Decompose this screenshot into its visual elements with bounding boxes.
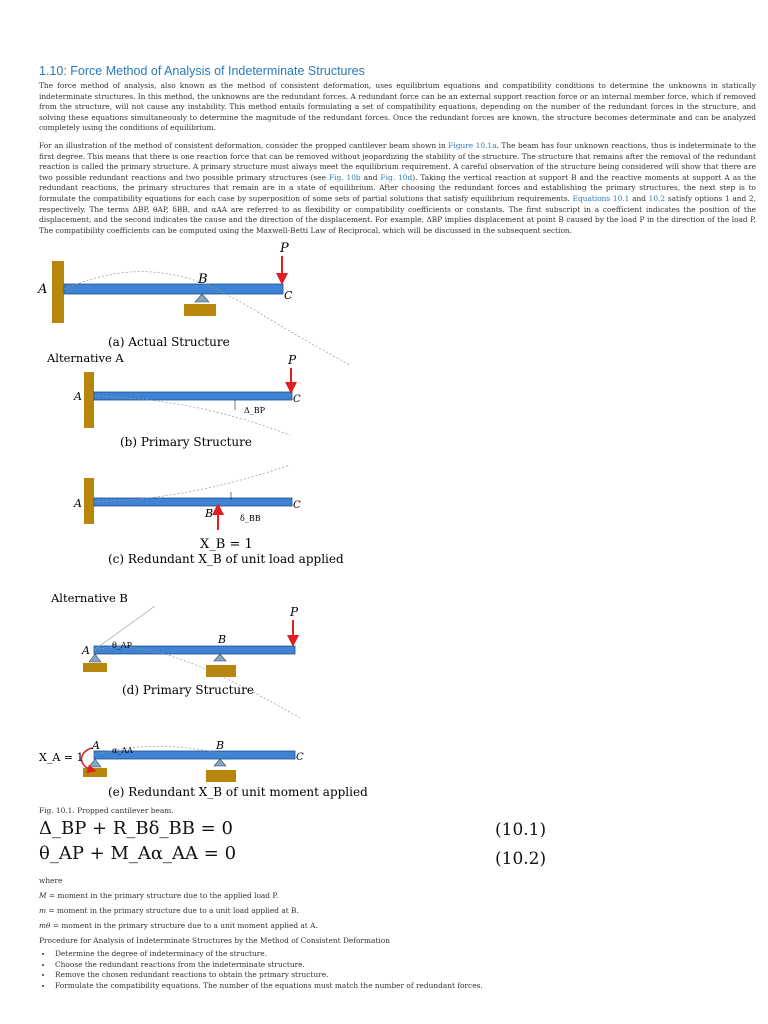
deflected-shape <box>94 396 290 435</box>
list-item: • Determine the degree of indeterminacy of the structure. <box>53 949 483 960</box>
pin-base <box>83 768 107 777</box>
caption-a: (a) Actual Structure <box>108 335 230 349</box>
roller-base <box>184 304 216 316</box>
fig-10d-link[interactable]: Fig. 10d <box>380 172 413 182</box>
label-a: A <box>38 282 48 297</box>
fixed-support-wall <box>84 478 94 524</box>
roller-support-icon <box>214 759 226 766</box>
page-title: 1.10: Force Method of Analysis of Indeterminate Structures <box>39 64 365 78</box>
list-item: • Remove the chosen redundant reactions to obtain the primary structure. <box>53 970 483 981</box>
pin-support-icon <box>89 759 101 767</box>
definition-m-unit: m = moment in the primary structure due to a unit load applied at B. <box>39 906 299 915</box>
delta-bb-label: δ_BB <box>240 514 261 523</box>
equation-10-2: θ_AP + M_Aα_AA = 0 <box>39 843 237 864</box>
alternative-a-label: Alternative A <box>47 351 124 365</box>
label-b: B <box>216 739 225 752</box>
fig-10b-link[interactable]: Fig. 10b <box>328 172 361 182</box>
equation-number-10-2: (10.2) <box>495 849 547 869</box>
list-item: • Choose the redundant reactions from the indeterminate structure. <box>53 960 483 971</box>
figure-caption: Fig. 10.1. Propped cantilever beam. <box>39 806 174 815</box>
diagram-c <box>73 465 344 566</box>
label-p: P <box>290 605 299 619</box>
illustration-paragraph: For an illustration of the method of consistent deformation, consider the propped cantilever beam shown in Figure 10.1a. The beam has four unknown reactions, thus is indeterminate to the first degree. This means that there is one reaction force that can be removed without jeopardizing the stability of the structure. The structure that remains after the removal of the redundant reaction is called the primary structure. A primary structure must always meet the equilibrium requirement. A careful observation of the structure being considered will show that there are two possible redundant reactions and two possible primary structures (see Fig. 10b and Fig. 10d). Taking the vertical reaction at support B and the reactive moments at support A as the redundant reactions, the primary structures that remain are in a state of equilibrium. After choosing the redundant forces and establishing the primary structures, the next step is to formulate the compatibility equations for each case by superposition of some sets of partial solutions that satisfy equilibrium requirements. Equations 10.1 and 10.2 satisfy options 1 and 2, respectively. The terms ΔBP, θAP, δBB, and αAA are referred to as flexibility or compatibility coefficients or constants. The first subscript in a coefficient indicates the position of the displacement, and the second indicates the cause and the direction of the displacement. For example, ΔBP implies displacement at point B caused by the load P in the direction of the load P. The compatibility coefficients can be computed using the Maxwell-Betti Law of Reciprocal, which will be discussed in the subsequent section. <box>39 141 757 235</box>
delta-bp-label: Δ_BP <box>244 406 266 415</box>
beam <box>94 498 292 506</box>
equation-10-2-link[interactable]: 10.2 <box>648 193 666 203</box>
label-a: A <box>92 739 100 752</box>
label-c: C <box>296 752 304 763</box>
definition-m: M = moment in the primary structure due to the applied load P. <box>39 891 279 900</box>
label-p: P <box>280 241 289 256</box>
beam <box>94 392 292 400</box>
diagram-b <box>73 353 301 449</box>
equation-number-10-1: (10.1) <box>495 820 547 840</box>
procedure-title: Procedure for Analysis of Indeterminate Structures by the Method of Consistent Deformation <box>39 936 390 945</box>
label-b: B <box>205 507 214 520</box>
caption-d: (d) Primary Structure <box>122 683 254 697</box>
label-b: B <box>218 633 227 646</box>
caption-b: (b) Primary Structure <box>120 435 252 449</box>
figure-link[interactable]: Figure 10.1a <box>448 141 497 150</box>
equation-10-1: Δ_BP + R_Bδ_BB = 0 <box>39 818 233 839</box>
beam <box>64 284 283 294</box>
alpha-aa-label: α_AA <box>112 746 133 755</box>
roller-base <box>206 770 236 782</box>
xb-unit-load-label: X_B = 1 <box>200 537 253 552</box>
caption-e: (e) Redundant X_B of unit moment applied <box>108 785 368 799</box>
caption-c: (c) Redundant X_B of unit load applied <box>108 552 344 566</box>
list-item: • Formulate the compatibility equations. The number of the equations must match the number of redundant forces. <box>53 981 483 992</box>
equation-10-1-link[interactable]: Equations 10.1 <box>572 193 630 203</box>
label-c: C <box>293 394 301 405</box>
diagram-a <box>37 241 350 365</box>
where-label: where <box>39 876 63 885</box>
fixed-support-wall <box>84 372 94 428</box>
fixed-support-wall <box>52 261 64 323</box>
label-a: A <box>82 644 90 657</box>
label-p: P <box>288 353 297 367</box>
diagram-e <box>39 739 368 799</box>
intro-paragraph: The force method of analysis, also known as the method of consistent deformation, uses equilibrium equations and compatibility conditions to determine the unknowns in statically indeterminate structures. In this method, the unknowns are the redundant forces. A redundant force can be an external support reaction force or an internal member force, which if removed from the structure, will not cause any instability. This method entails formulating a set of compatibility equations, depending on the number of the redundant forces in the structure, and solving these equations simultaneously to determine the magnitude of the redundant forces. Once the redundant forces are known, the structure becomes determinate and can be analyzed completely using the conditions of equilibrium. <box>39 81 756 133</box>
xa-unit-moment-label: X_A = 1 <box>39 751 84 764</box>
deflected-shape <box>94 465 290 502</box>
pin-support-icon <box>89 654 101 662</box>
theta-ap-label: θ_AP <box>112 641 132 650</box>
label-a: A <box>74 497 82 510</box>
roller-support-icon <box>214 654 226 661</box>
definition-m-theta: mθ = moment in the primary structure due to a unit moment applied at A. <box>39 921 318 930</box>
label-b: B <box>198 272 208 287</box>
pin-base <box>83 663 107 672</box>
diagram-d <box>81 605 300 718</box>
alternative-b-label: Alternative B <box>51 591 128 605</box>
label-c: C <box>293 500 301 511</box>
label-a: A <box>74 390 82 403</box>
procedure-steps-list <box>39 949 483 991</box>
label-c: C <box>284 289 293 302</box>
roller-support-icon <box>195 294 209 302</box>
